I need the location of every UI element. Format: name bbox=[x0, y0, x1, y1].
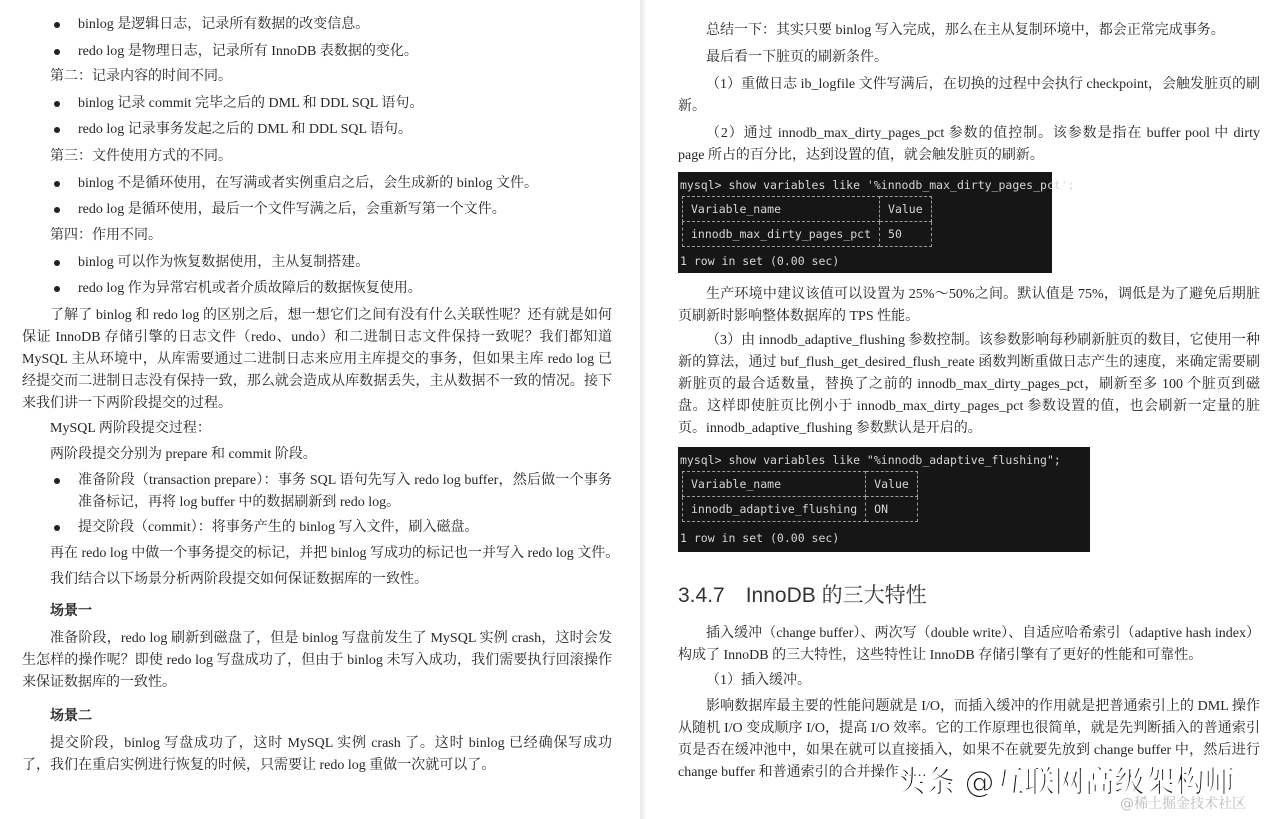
bullet-icon bbox=[54, 22, 60, 28]
column-header: Value bbox=[866, 472, 918, 497]
bullet-icon bbox=[54, 181, 60, 187]
bullet-icon bbox=[54, 525, 60, 531]
bullet-text: 提交阶段（commit）：将事务产生的 binlog 写入文件，刷入磁盘。 bbox=[78, 520, 479, 535]
paragraph: 插入缓冲（change buffer）、两次写（double write）、自适应哈希索引（adaptive hash index）构成了 InnoDB 的三大特性，这些特性让 InnoDB 存储引擎有了更好的性能和可靠性。 bbox=[678, 626, 1260, 663]
table-cell: innodb_adaptive_flushing bbox=[683, 497, 866, 522]
bullet-text: 准备阶段（transaction prepare）：事务 SQL 语句先写入 redo log buffer，然后做一个事务准备标记，再将 log buffer 中的数据刷新到 redo log。 bbox=[78, 473, 612, 510]
paragraph: 两阶段提交分别为 prepare 和 commit 阶段。 bbox=[50, 447, 317, 462]
bullet-text: binlog 记录 commit 完毕之后的 DML 和 DDL SQL 语句。 bbox=[78, 96, 424, 111]
bullet-text: binlog 不是循环使用，在写满或者实例重启之后，会生成新的 binlog 文件。 bbox=[78, 176, 539, 191]
watermark-toutiao: 头条 @互联网高级架构师 bbox=[895, 765, 1235, 800]
result-table bbox=[682, 471, 918, 522]
paragraph: 生产环境中建议该值可以设置为 25%～50%之间。默认值是 75%，调低是为了避免后期脏页刷新时影响整体数据库的 TPS 性能。 bbox=[678, 287, 1260, 324]
bullet-text: redo log 记录事务发起之后的 DML 和 DDL SQL 语句。 bbox=[78, 122, 413, 137]
section-label: 第二：记录内容的时间不同。 bbox=[50, 69, 232, 84]
terminal-footer: 1 row in set (0.00 sec) bbox=[680, 254, 840, 268]
column-header: Value bbox=[880, 197, 932, 222]
paragraph: 我们结合以下场景分析两阶段提交如何保证数据库的一致性。 bbox=[50, 572, 428, 587]
paragraph: 影响数据库最主要的性能问题就是 I/O，而插入缓冲的作用就是把普通索引上的 DML 操作从随机 I/O 变成顺序 I/O，提高 I/O 效率。它的工作原理也很简单，就是先判断插入的普通索引页是否在缓冲池中，如果在就可以直接插入，如果不在就要先放到 change buffer 中，然后进行 change buffer 和普通索引的合并操作…… bbox=[678, 699, 1260, 780]
terminal-screenshot-adaptive-flushing bbox=[678, 447, 1090, 552]
paragraph: MySQL 两阶段提交过程： bbox=[50, 421, 211, 436]
paragraph: 再在 redo log 中做一个事务提交的标记，并把 binlog 写成功的标记也一并写入 redo log 文件。 bbox=[50, 546, 620, 561]
paragraph: 最后看一下脏页的刷新条件。 bbox=[706, 50, 888, 65]
column-header: Variable_name bbox=[683, 197, 880, 222]
terminal-screenshot-max-dirty-pages bbox=[678, 172, 1075, 273]
bullet-icon bbox=[54, 207, 60, 213]
paragraph: 准备阶段，redo log 刷新到磁盘了，但是 binlog 写盘前发生了 MySQL 实例 crash，这时会发生怎样的操作呢？即使 redo log 写盘成功了，但由于 binlog 未写入成功，我们需要执行回滚操作来保证数据库的一致性。 bbox=[22, 631, 612, 690]
table-cell: ON bbox=[866, 497, 918, 522]
paragraph: 总结一下：其实只要 binlog 写入完成，那么在主从复制环境中，都会正常完成事务。 bbox=[706, 23, 1225, 38]
bullet-text: redo log 作为异常宕机或者介质故障后的数据恢复使用。 bbox=[78, 281, 422, 296]
bullet-text: binlog 是逻辑日志，记录所有数据的改变信息。 bbox=[78, 17, 370, 32]
table-cell: innodb_max_dirty_pages_pct bbox=[683, 222, 880, 247]
paragraph: 提交阶段，binlog 写盘成功了，这时 MySQL 实例 crash 了。这时 binlog 已经确保写成功了，我们在重启实例进行恢复的时候，只需要让 redo log 重做一次就可以了。 bbox=[22, 736, 612, 773]
paragraph: （2）通过 innodb_max_dirty_pages_pct 参数的值控制。该参数是指在 buffer pool 中 dirty page 所占的百分比，达到设置的值，就会触发脏页的刷新。 bbox=[678, 126, 1260, 163]
paragraph: 了解了 binlog 和 redo log 的区别之后，想一想它们之间有没有什么关联性呢？还有就是如何保证 InnoDB 存储引擎的日志文件（redo、undo）和二进制日志文件保持一致呢？我们都知道 MySQL 主从环境中，从库需要通过二进制日志来应用主库提交的事务，但如果主库 redo log 已经提交而二进制日志没有保持一致，那么就会造成从库数据丢失，主从数据不一致的情况。接下来我们讲一下两阶段提交的过程。 bbox=[22, 308, 612, 411]
section-label: 第四：作用不同。 bbox=[50, 228, 162, 243]
table-cell: 50 bbox=[880, 222, 932, 247]
terminal-footer: 1 row in set (0.00 sec) bbox=[680, 531, 840, 545]
terminal-command: mysql> show variables like "%innodb_adaptive_flushing"; bbox=[680, 453, 1061, 467]
section-heading: 3.4.7 InnoDB 的三大特性 bbox=[678, 584, 927, 607]
bullet-text: redo log 是循环使用，最后一个文件写满之后，会重新写第一个文件。 bbox=[78, 202, 506, 217]
watermark-juejin: @稀土掘金技术社区 bbox=[1120, 796, 1246, 812]
left-page bbox=[0, 0, 640, 819]
paragraph: （1）重做日志 ib_logfile 文件写满后，在切换的过程中会执行 checkpoint，会触发脏页的刷新。 bbox=[678, 77, 1260, 114]
result-table bbox=[682, 196, 932, 247]
bullet-icon bbox=[54, 478, 60, 484]
bullet-icon bbox=[54, 286, 60, 292]
paragraph: （1）插入缓冲。 bbox=[706, 673, 811, 688]
bullet-text: redo log 是物理日志，记录所有 InnoDB 表数据的变化。 bbox=[78, 44, 418, 59]
bullet-icon bbox=[54, 260, 60, 266]
terminal-command: mysql> show variables like '%innodb_max_dirty_pages_pct'; bbox=[680, 178, 1075, 192]
right-page bbox=[645, 0, 1286, 819]
bullet-icon bbox=[54, 127, 60, 133]
scenario-title: 场景一 bbox=[50, 604, 92, 619]
paragraph: （3）由 innodb_adaptive_flushing 参数控制。该参数影响每秒刷新脏页的数目，它使用一种新的算法，通过 buf_flush_get_desired_flush_reate 函数判断重做日志产生的速度，来确定需要刷新脏页的最合适数量，替换了之前的 innodb_max_dirty_pages_pct，刷新至多 100 个脏页到磁盘。这样即使脏页比例小于 innodb_max_dirty_pages_pct 参数设置的值，也会刷新一定量的脏页。innodb_adaptive_flushing 参数默认是开启的。 bbox=[678, 333, 1260, 436]
column-header: Variable_name bbox=[683, 472, 866, 497]
bullet-text: binlog 可以作为恢复数据使用，主从复制搭建。 bbox=[78, 255, 370, 270]
scenario-title: 场景二 bbox=[50, 709, 92, 724]
bullet-icon bbox=[54, 49, 60, 55]
section-label: 第三：文件使用方式的不同。 bbox=[50, 149, 232, 164]
bullet-icon bbox=[54, 101, 60, 107]
